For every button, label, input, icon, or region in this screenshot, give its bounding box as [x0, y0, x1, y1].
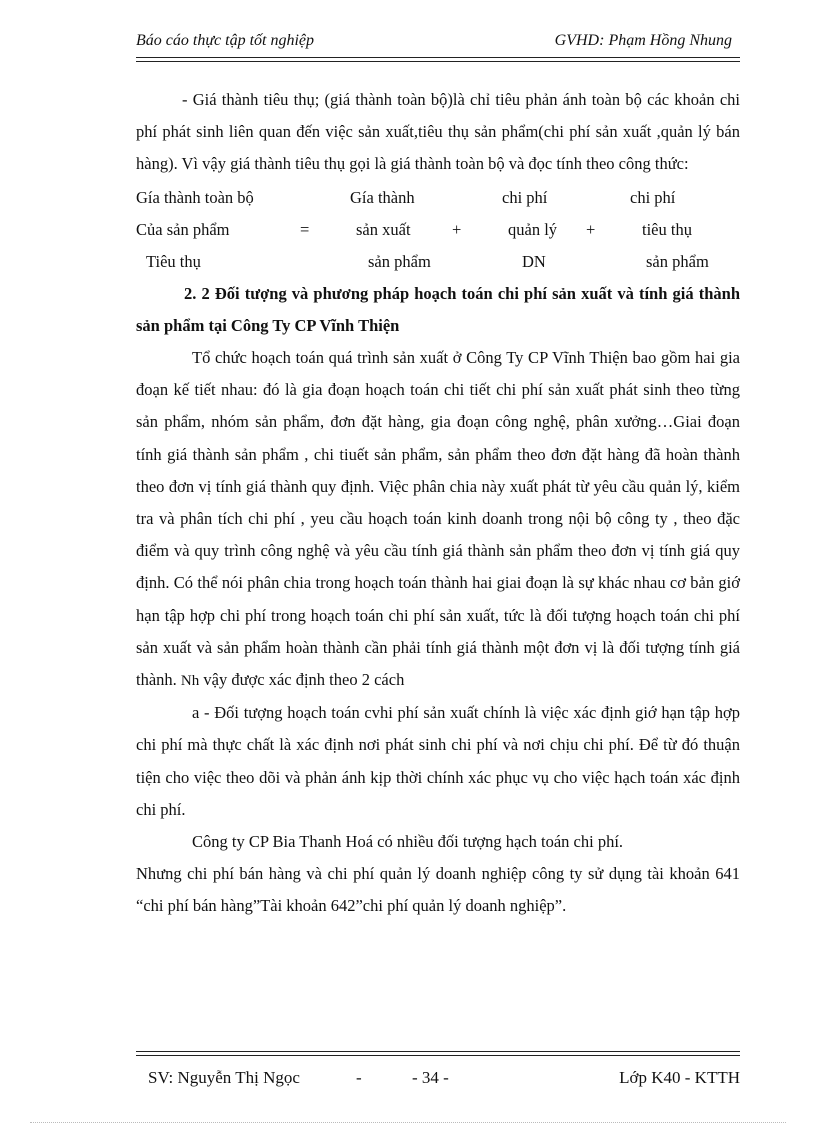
paragraph-fragment: Nh — [180, 673, 200, 690]
formula-term: tiêu thụ — [642, 219, 692, 239]
paragraph-accounts: Nhưng chi phí bán hàng và chi phí quản lý doanh nghiệp công ty sử dụng tài khoản 641 “chi phí bán hàng”Tài khoản 642”chi phí quản lý doanh nghiệp”. — [136, 864, 740, 916]
header-rule — [136, 61, 740, 62]
footer-class: Lớp K40 - KTTH — [619, 1068, 740, 1087]
page-header — [136, 30, 732, 54]
footer-student: SV: Nguyễn Thị Ngọc — [148, 1068, 300, 1087]
paragraph-company: Công ty CP Bia Thanh Hoá có nhiều đối tượng hạch toán chi phí. — [192, 832, 624, 852]
section-title: 2. 2 Đối tượng và phương pháp hoạch toán chi phí sản xuất và tính giá thành sản phẩm tại Công Ty CP Vĩnh Thiện — [136, 283, 740, 335]
footer-dash: - — [356, 1068, 362, 1087]
formula-term: DN — [522, 251, 546, 271]
header-report-title: Báo cáo thực tập tốt nghiệp — [136, 32, 315, 49]
footer-rule — [136, 1051, 740, 1052]
formula-term: quản lý — [508, 219, 558, 239]
paragraph-consumption-cost — [136, 84, 740, 181]
formula-term: Gía thành toàn bộ — [136, 187, 254, 207]
paragraph-text: Tổ chức hoạch toán quá trình sản xuất ở Công Ty CP Vĩnh Thiện bao gồm hai gia đoạn kế tiết nhau: đó là gia đoạn hoạch toán chi tiết chi phí sản xuất phát sinh theo từng sản phẩm, nhóm sản phẩm, đơn đặt hàng, gia đoạn công nghệ, phân xưởng…Giai đoạn tính giá thành sản phẩm , chi tiuết sản phẩm, sản phẩm theo đơn đặt hàng đã hoàn thành theo đơn vị tính giá thành quy định. Việc phân chia này xuất phát từ yêu cầu quản lý, kiểm tra và phân tích chi phí , yeu cầu hoạch toán kinh doanh trong nội bộ công ty , theo đặc điểm và quy trình công nghệ và yêu cầu tính giá thành sản phẩm theo đơn vị tính giá quy định. Có thể nói phân chia trong hoạch toán thành hai giai đoạn là sự khác nhau cơ bản giớ hạn tập hợp chi phí trong hoạch toán chi phí sản xuất, tức là đối tượng hoạch toán chi phí sản xuất và sản phẩm hoàn thành cần phải tính giá thành một đơn vị là đối tượng tính giá thành. — [136, 348, 740, 690]
plus-sign: + — [586, 219, 596, 239]
formula-term: Gía thành — [350, 187, 415, 207]
formula-term: chi phí — [630, 187, 676, 207]
page-body — [136, 84, 740, 923]
footer-rule — [136, 1055, 740, 1056]
plus-sign: + — [452, 219, 462, 239]
formula-term: Tiêu thụ — [146, 251, 201, 271]
formula-row — [136, 182, 740, 214]
formula-term: sản xuất — [356, 219, 411, 239]
bullet-lead: - Giá — [182, 90, 217, 109]
equals-sign: = — [300, 219, 310, 239]
formula-term: sản phẩm — [368, 251, 431, 271]
paragraph-accounting-stages — [136, 342, 740, 697]
page-number: - 34 - — [412, 1068, 449, 1087]
formula-term: Của sản phẩm — [136, 219, 230, 239]
paragraph-text: thành tiêu thụ; (giá thành toàn bộ)là chỉ tiêu phản ánh toàn bộ các khoản chi phí phát sinh liên quan đến việc sản xuất,tiêu thụ sản phẩm(chi phí sản xuất ,quản lý bán hàng). Vì vậy giá thành tiêu thụ gọi là giá thành toàn bộ và đọc tính theo công thức: — [136, 90, 740, 174]
formula-term: chi phí — [502, 187, 548, 207]
paragraph-text: vậy được xác định theo 2 cách — [199, 670, 405, 690]
formula-term: sản phẩm — [646, 251, 709, 271]
formula-row — [136, 214, 740, 246]
paragraph-cost-object: a - Đối tượng hoạch toán cvhi phí sản xuất chính là việc xác định giớ hạn tập hợp chi phí mà thực chất là xác định nơi phát sinh chi phí và nơi chịu chi phí. Để từ đó thuận tiện cho việc theo dõi và phản ánh kịp thời chính xác phục vụ cho việc hạch toán xác định chi phí. — [136, 703, 740, 819]
header-advisor: GVHD: Phạm Hồng Nhung — [554, 32, 732, 49]
header-rule — [136, 57, 740, 58]
cost-formula — [136, 182, 740, 278]
formula-row — [136, 246, 740, 278]
